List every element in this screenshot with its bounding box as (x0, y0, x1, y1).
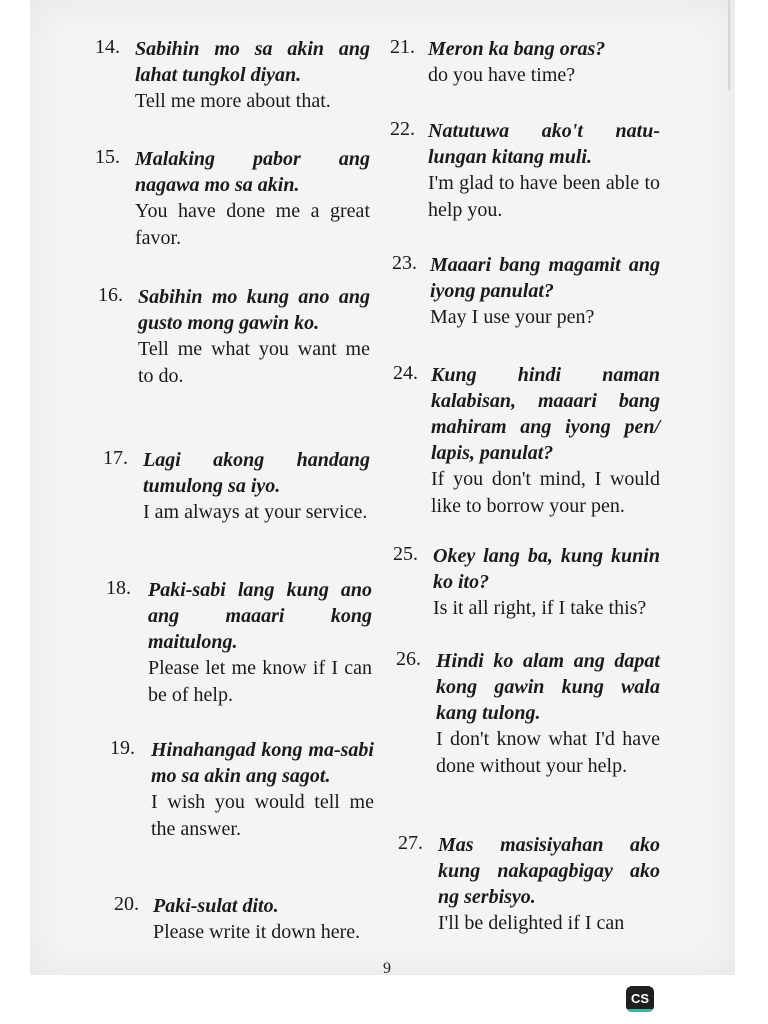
tagalog-phrase: Maaari bang magamit ang iyong panulat? (430, 254, 660, 302)
english-translation: I'm glad to have been able to help you. (428, 172, 660, 221)
phrase-entry (392, 252, 660, 331)
english-translation: If you don't mind, I would like to borrow your pen. (431, 468, 660, 517)
phrase-number: 26. (396, 648, 421, 670)
phrase-number: 14. (95, 36, 120, 58)
tagalog-phrase: Paki-sabi lang kung ano ang maaari kong maitulong. (148, 579, 372, 653)
english-translation: May I use your pen? (430, 306, 595, 328)
phrase-entry (106, 577, 372, 709)
phrase-number: 22. (390, 118, 415, 140)
phrase-entry (393, 543, 660, 622)
tagalog-phrase: Sabihin mo sa akin ang lahat tungkol diyan. (135, 38, 370, 86)
phrase-number: 15. (95, 146, 120, 168)
phrase-entry (95, 146, 370, 252)
english-translation: Please write it down here. (153, 921, 361, 943)
phrase-entry (396, 648, 660, 780)
english-translation: I'll be delighted if I can (438, 912, 625, 934)
tagalog-phrase: Natutuwa ako't natu-lungan kitang muli. (428, 120, 660, 168)
tagalog-phrase: Lagi akong handang tumulong sa iyo. (143, 449, 370, 497)
phrase-entry (393, 362, 660, 520)
tagalog-phrase: Mas masisiyahan ako kung nakapagbigay ako ng serbisyo. (438, 834, 660, 908)
camscanner-logo: CS (626, 986, 654, 1012)
english-translation: Is it all right, if I take this? (433, 597, 647, 619)
tagalog-phrase: Hinahangad kong ma-sabi mo sa akin ang sagot. (151, 739, 374, 787)
english-translation: I am always at your service. (143, 501, 368, 523)
phrase-number: 27. (398, 832, 423, 854)
tagalog-phrase: Kung hindi naman kalabisan, maaari bang mahiram ang iyong pen/ lapis, panulat? (431, 364, 660, 464)
phrase-entry (95, 36, 370, 115)
phrase-number: 25. (393, 543, 418, 565)
phrase-entry (103, 447, 370, 526)
page-edge (728, 0, 732, 90)
page-number: 9 (383, 960, 391, 977)
phrase-entry (390, 118, 660, 224)
tagalog-phrase: Malaking pabor ang nagawa mo sa akin. (135, 148, 370, 196)
phrase-number: 17. (103, 447, 128, 469)
phrase-number: 21. (390, 36, 415, 58)
phrase-number: 20. (114, 893, 139, 915)
tagalog-phrase: Sabihin mo kung ano ang gusto mong gawin ko. (138, 286, 370, 334)
phrase-number: 16. (98, 284, 123, 306)
phrase-entry (98, 284, 370, 390)
phrase-number: 18. (106, 577, 131, 599)
phrase-number: 19. (110, 737, 135, 759)
english-translation: Tell me what you want me to do. (138, 338, 370, 387)
phrase-number: 23. (392, 252, 417, 274)
english-translation: I don't know what I'd have done without your help. (436, 728, 660, 777)
phrase-entry (110, 737, 374, 843)
phrase-entry (390, 36, 660, 89)
english-translation: do you have time? (428, 64, 576, 86)
tagalog-phrase: Meron ka bang oras? (428, 38, 606, 60)
phrase-entry (114, 893, 376, 946)
english-translation: Please let me know if I can be of help. (148, 657, 372, 706)
english-translation: I wish you would tell me the answer. (151, 791, 374, 840)
english-translation: You have done me a great favor. (135, 200, 370, 249)
tagalog-phrase: Paki-sulat dito. (153, 895, 279, 917)
tagalog-phrase: Okey lang ba, kung kunin ko ito? (433, 545, 660, 593)
phrase-entry (398, 832, 660, 937)
phrase-number: 24. (393, 362, 418, 384)
tagalog-phrase: Hindi ko alam ang dapat kong gawin kung wala kang tulong. (436, 650, 660, 724)
english-translation: Tell me more about that. (135, 90, 331, 112)
